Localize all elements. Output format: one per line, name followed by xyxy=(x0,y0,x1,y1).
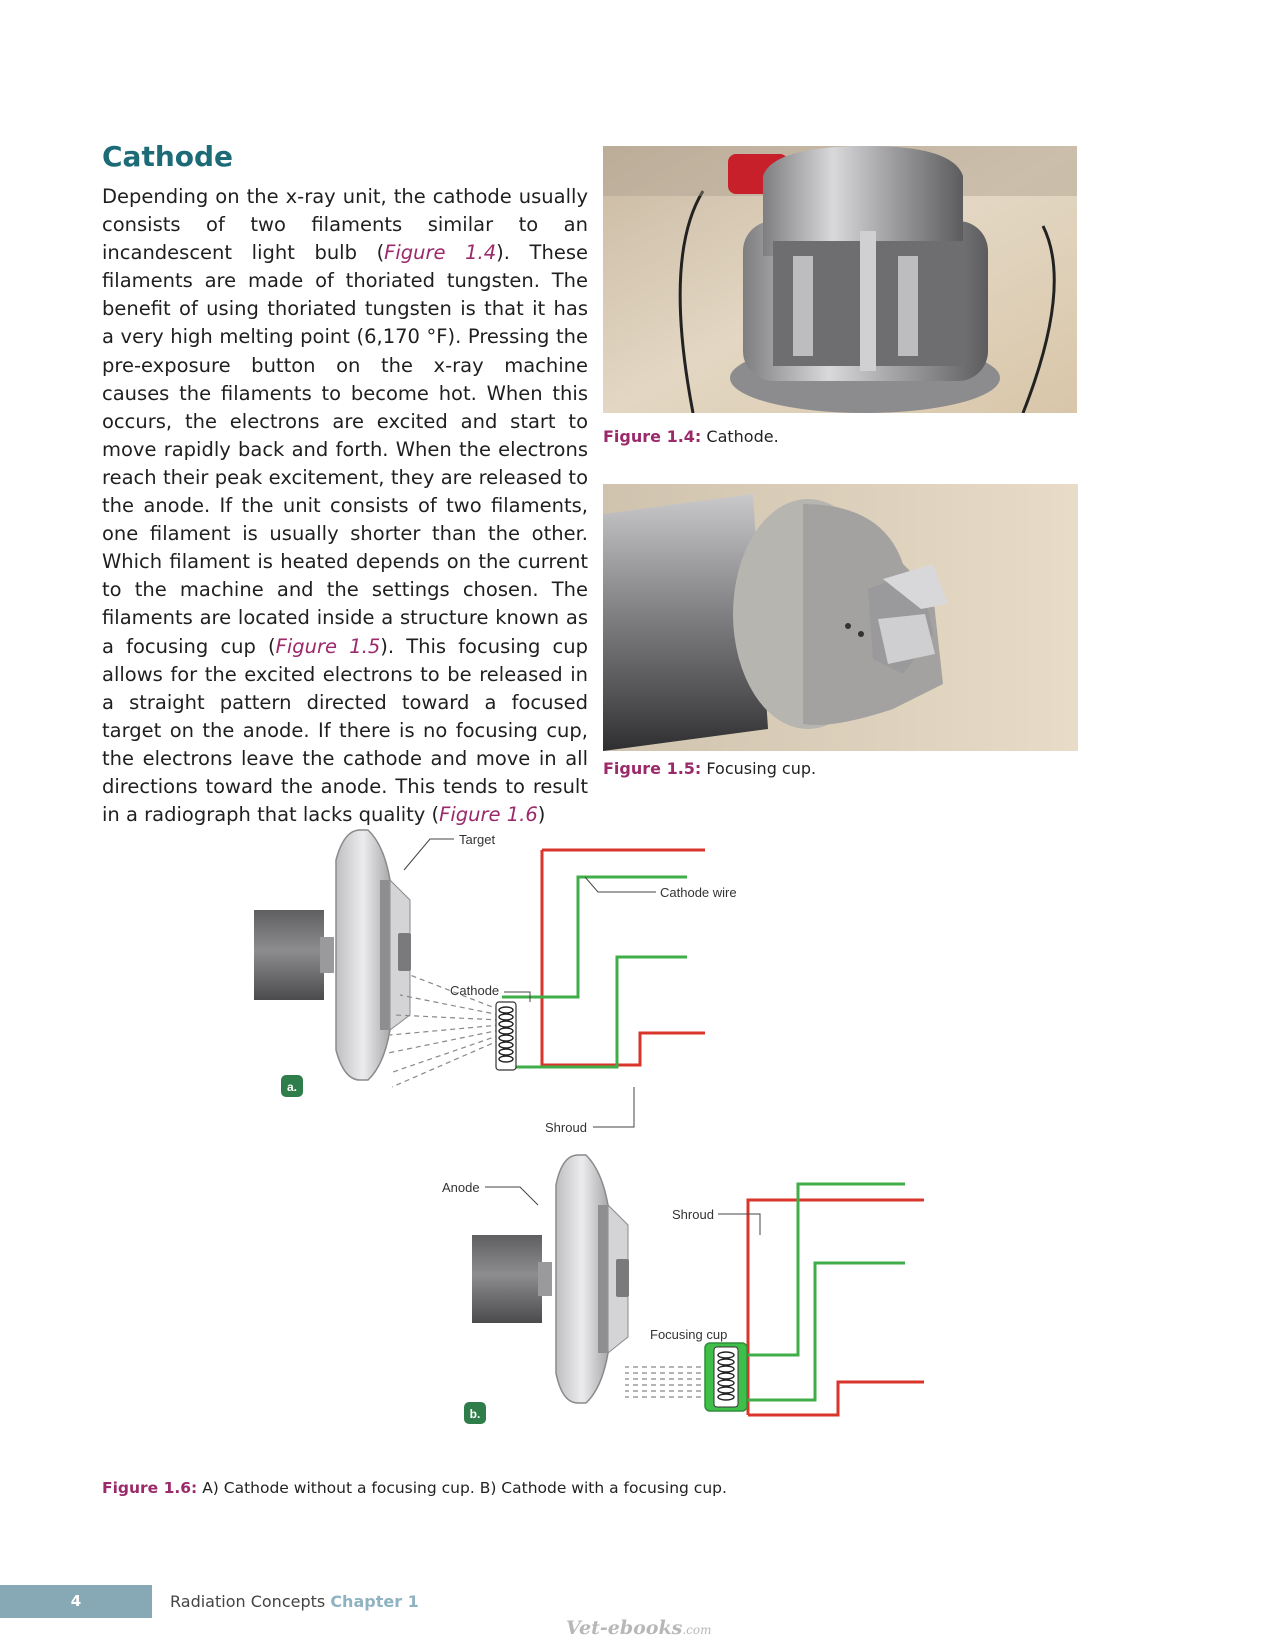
shroud-label-a: Shroud xyxy=(545,1120,587,1135)
figure-1-4-label: Figure 1.4: xyxy=(603,427,702,446)
focused-beam-lines xyxy=(625,1367,710,1397)
panel-b xyxy=(442,1155,924,1424)
green-wire-a-2 xyxy=(502,957,687,1067)
figure-1-6-caption xyxy=(102,1479,727,1497)
cathode-label: Cathode xyxy=(450,983,500,998)
figure-1-5-caption xyxy=(603,759,816,778)
shroud-leader-a xyxy=(593,1087,634,1127)
figure-1-5-link[interactable]: Figure 1.5 xyxy=(275,634,381,658)
chapter-label: Chapter 1 xyxy=(330,1592,419,1611)
target-label: Target xyxy=(459,832,496,847)
figure-1-6-label: Figure 1.6: xyxy=(102,1479,198,1497)
cathode-wire-label: Cathode wire xyxy=(660,885,737,900)
figure-1-4-photo xyxy=(603,146,1077,413)
anode-leader xyxy=(485,1187,538,1205)
figure-1-6-caption-text: A) Cathode without a focusing cup. B) Cathode with a focusing cup. xyxy=(202,1479,727,1497)
anode-neck-b xyxy=(538,1262,552,1296)
target-band xyxy=(380,880,389,1030)
anode-shaft xyxy=(254,910,324,1000)
body-text-2: ). These filaments are made of thoriated tungsten. The benefit of using thoriated tungsten is that it has a very high melting point (6,170 °F). Pressing the pre-exposure button on the x-ray machine causes the filaments to become hot. When this occurs, the electrons are excited and start to move rapidly back and forth. When the electrons reach their peak excitement, they are released to the anode. If the unit consists of two filaments, one filament is usually shorter than the other. Which filament is heated depends on the current to the machine and the settings chosen. The filaments are located inside a structure known as a focusing cup ( xyxy=(102,241,588,658)
anode-label: Anode xyxy=(442,1180,480,1195)
target-band-b xyxy=(598,1205,607,1353)
anode-neck xyxy=(320,937,334,973)
anode-hub xyxy=(398,933,411,971)
cathode-wire-leader xyxy=(585,877,656,892)
page-number: 4 xyxy=(70,1592,82,1610)
panel-a-badge-text: a. xyxy=(286,1080,298,1094)
panel-a xyxy=(254,830,737,1135)
body-text-1: Depending on the x-ray unit, the cathode usually consists of two filaments similar to an incandescent light bulb ( xyxy=(102,185,588,265)
figure-1-5-photo xyxy=(603,484,1078,751)
anode-hub-b xyxy=(616,1259,629,1297)
watermark xyxy=(566,1617,711,1639)
figure-1-6-link[interactable]: Figure 1.6 xyxy=(439,803,538,827)
watermark-suffix: .com xyxy=(682,1623,712,1637)
section-heading: Cathode xyxy=(102,140,234,173)
running-title xyxy=(170,1592,419,1611)
green-wire-b-1 xyxy=(745,1184,905,1355)
figure-1-5-caption-text: Focusing cup. xyxy=(706,759,817,778)
figure-1-4-caption xyxy=(603,427,779,446)
shroud-label-b: Shroud xyxy=(672,1207,714,1222)
body-paragraph xyxy=(102,183,588,829)
body-text-3: ). This focusing cup allows for the excited electrons to be released in a straight pattern directed toward a focused target on the anode. If there is no focusing cup, the electrons leave the cathode and move in all directions toward the anode. This tends to result in a radiograph that lacks quality ( xyxy=(102,634,588,827)
focusing-cup-label: Focusing cup xyxy=(650,1327,728,1342)
shroud-leader-b xyxy=(718,1214,760,1235)
watermark-main: Vet-ebooks xyxy=(566,1617,683,1639)
target-leader xyxy=(404,839,454,870)
figure-1-4-caption-text: Cathode. xyxy=(706,427,779,446)
running-title-text: Radiation Concepts xyxy=(170,1592,326,1611)
anode-shaft-b xyxy=(472,1235,542,1323)
figure-1-6-diagram xyxy=(240,825,960,1455)
figure-1-4-link[interactable]: Figure 1.4 xyxy=(384,241,497,265)
body-text-4: ) xyxy=(537,803,546,827)
green-wire-b-2 xyxy=(745,1263,905,1400)
panel-b-badge-text: b. xyxy=(469,1407,481,1421)
figure-1-5-label: Figure 1.5: xyxy=(603,759,702,778)
